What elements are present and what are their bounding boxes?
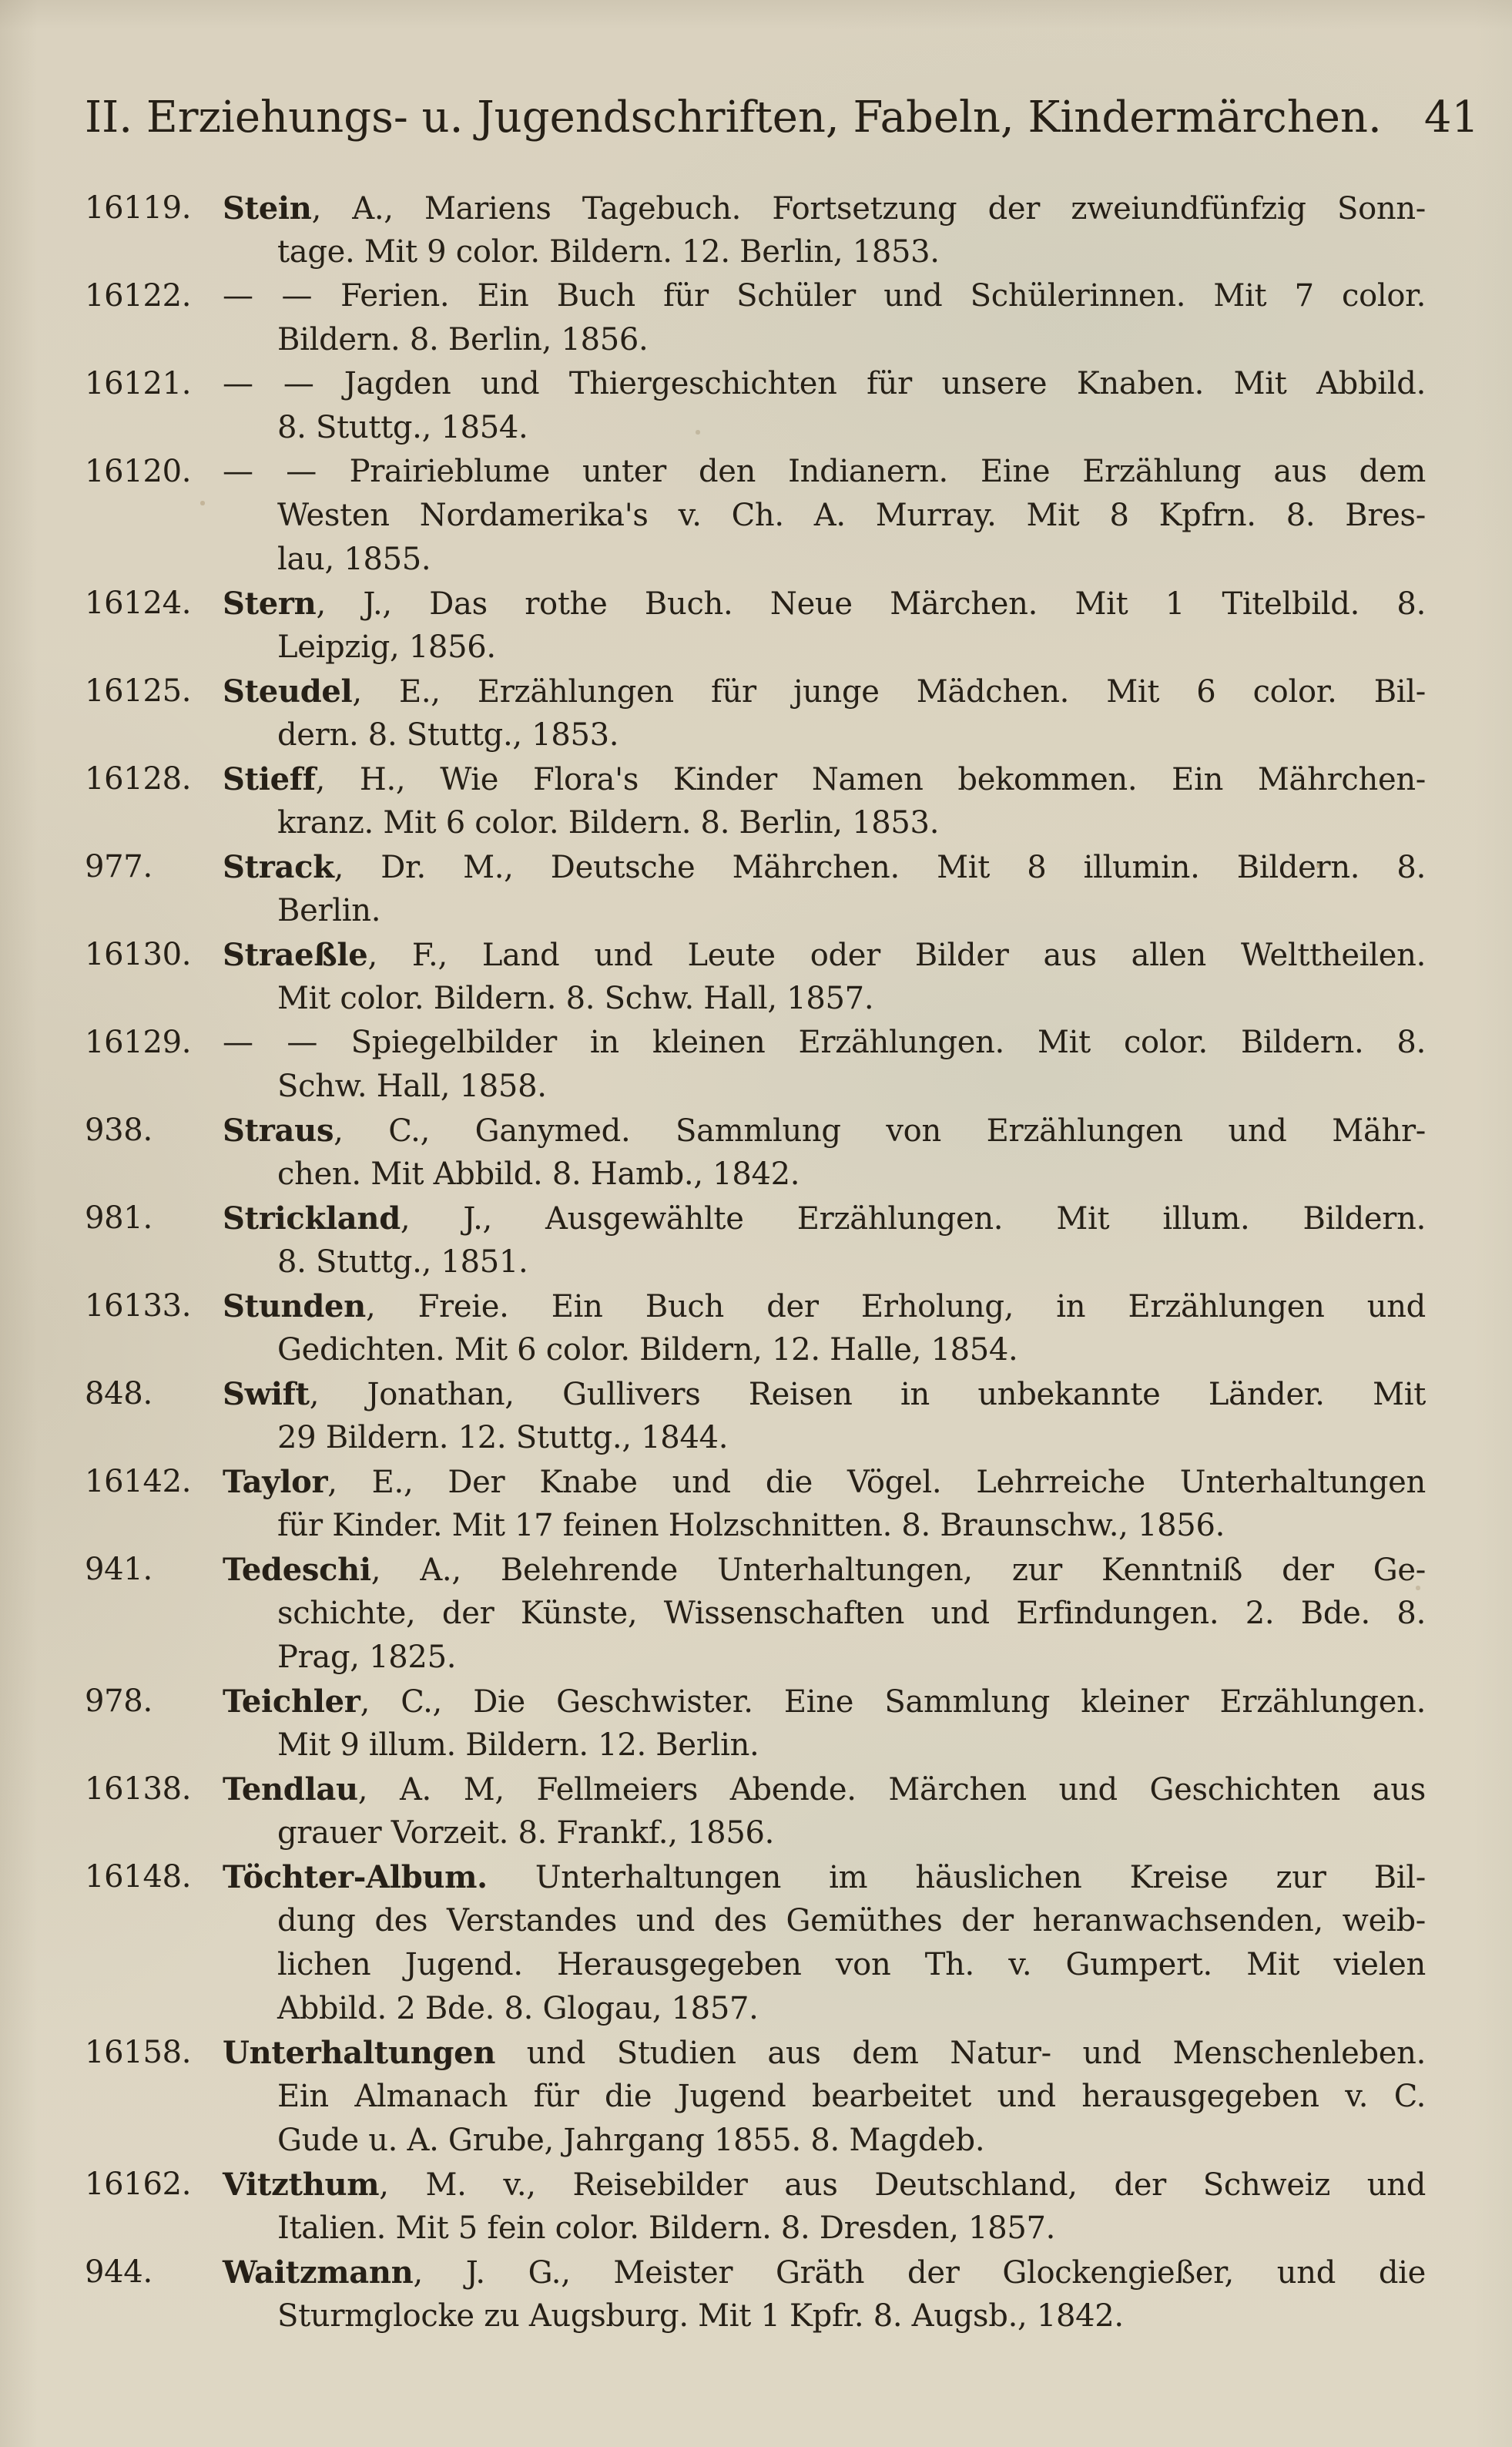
entry-line: 977. Strack, Dr. M., Deutsche Mährchen. Mit 8 illumin. Bildern. 8. [85,845,1426,889]
entry-number: 941. [85,1552,153,1587]
entry-line: 16158. Unterhaltungen und Studien aus dem Natur- und Menschenleben. [85,2031,1426,2075]
entry-line: Gude u. A. Grube, Jahrgang 1855. 8. Magdeb. [277,2123,985,2158]
entry-number: 848. [85,1376,153,1411]
paper-specks [0,0,2,2]
catalog-entry [85,1372,1426,1460]
entry-line: 16120. — — Prairieblume unter den Indianern. Eine Erzählung aus dem [85,450,1426,494]
author-name: Stunden [223,1288,366,1324]
entry-line: dung des Verstandes und des Gemüthes der heranwachsenden, weib- [277,1903,1426,1938]
catalog-entry [85,757,1426,845]
entry-line: Ein Almanach für die Jugend bearbeitet und herausgegeben v. C. [277,2079,1426,2114]
catalog-entry [85,670,1426,757]
author-name: Steudel [223,673,353,710]
entry-line: 978. Teichler, C., Die Geschwister. Eine Sammlung kleiner Erzählungen. [85,1680,1426,1724]
entry-line: 848. Swift, Jonathan, Gullivers Reisen in unbekannte Länder. Mit [85,1372,1426,1416]
catalog-entry [85,1855,1426,2031]
entry-line: 16128. Stieff, H., Wie Flora's Kinder Namen bekommen. Ein Mährchen- [85,757,1426,801]
entry-line: 16142. Taylor, E., Der Knabe und die Vögel. Lehrreiche Unterhaltungen [85,1460,1426,1504]
entry-number: 16120. [85,454,192,489]
entry-number: 944. [85,2254,153,2290]
author-name: Straeßle [223,937,368,973]
author-name: Unterhaltungen [223,2035,496,2071]
entry-line: tage. Mit 9 color. Bildern. 12. Berlin, 1853. [277,234,940,270]
catalog-entry [85,1767,1426,1855]
catalog-entry [85,450,1426,582]
entry-line: für Kinder. Mit 17 feinen Holzschnitten. 8. Braunschw., 1856. [277,1508,1225,1543]
repeat-author-dashes: — — [223,454,350,489]
entry-line: 941. Tedeschi, A., Belehrende Unterhaltungen, zur Kenntniß der Ge- [85,1548,1426,1592]
entry-line: 8. Stuttg., 1851. [277,1244,528,1280]
entry-number: 16162. [85,2167,192,2202]
entry-number: 16133. [85,1288,192,1324]
author-name: Stein [223,190,312,227]
catalog-entry [85,1284,1426,1372]
entry-number: 16130. [85,937,192,972]
catalog-entry [85,1021,1426,1109]
author-name: Swift [223,1376,310,1412]
repeat-author-dashes: — — [223,278,341,314]
catalog-entry [85,845,1426,933]
entry-line: Gedichten. Mit 6 color. Bildern, 12. Halle, 1854. [277,1332,1018,1368]
entry-number: 16142. [85,1464,192,1499]
entry-number: 981. [85,1200,153,1236]
author-name: Strack [223,849,334,885]
entry-number: 16129. [85,1025,192,1060]
entry-number: 16138. [85,1771,192,1807]
author-name: Straus [223,1113,334,1149]
entry-line: Abbild. 2 Bde. 8. Glogau, 1857. [277,1991,759,2026]
entry-line: 981. Strickland, J., Ausgewählte Erzählungen. Mit illum. Bildern. [85,1197,1426,1240]
entry-number: 977. [85,849,153,884]
page-number: 41 [1423,92,1480,143]
author-name: Vitzthum [223,2167,380,2203]
entry-line: Leipzig, 1856. [277,629,496,665]
catalog-entry [85,2251,1426,2338]
entry-line: 16138. Tendlau, A. M, Fellmeiers Abende. Märchen und Geschichten aus [85,1767,1426,1811]
author-name: Strickland [223,1200,401,1237]
entry-line: 16122. — — Ferien. Ein Buch für Schüler und Schülerinnen. Mit 7 color. [85,274,1426,318]
entry-number: 16148. [85,1859,192,1895]
author-name: Stern [223,586,317,622]
entry-line: Prag, 1825. [277,1640,457,1675]
author-name: Taylor [223,1464,328,1500]
entry-number: 16125. [85,673,192,709]
entry-line: Westen Nordamerika's v. Ch. A. Murray. Mit 8 Kpfrn. 8. Bres- [277,498,1426,533]
entry-number: 16124. [85,586,192,621]
author-name: Tedeschi [223,1552,371,1588]
catalog-entry [85,1548,1426,1680]
catalog-entry [85,933,1426,1021]
entry-number: 16121. [85,366,192,401]
entry-line: 16130. Straeßle, F., Land und Leute oder Bilder aus allen Welttheilen. [85,933,1426,977]
catalog-entry [85,2163,1426,2251]
entry-line: 16124. Stern, J., Das rothe Buch. Neue Märchen. Mit 1 Titelbild. 8. [85,582,1426,626]
entry-line: grauer Vorzeit. 8. Frankf., 1856. [277,1815,775,1851]
entry-line: dern. 8. Stuttg., 1853. [277,717,619,753]
entry-line: lichen Jugend. Herausgegeben von Th. v. Gumpert. Mit vielen [277,1947,1426,1982]
catalog-entry [85,1109,1426,1197]
entry-line: 16121. — — Jagden und Thiergeschichten für unsere Knaben. Mit Abbild. [85,362,1426,406]
catalog-entry [85,1460,1426,1548]
entry-line: kranz. Mit 6 color. Bildern. 8. Berlin, 1853. [277,805,940,841]
author-name: Stieff [223,761,316,797]
author-name: Teichler [223,1683,360,1720]
entry-line: 16162. Vitzthum, M. v., Reisebilder aus Deutschland, der Schweiz und [85,2163,1426,2207]
entry-line: Sturmglocke zu Augsburg. Mit 1 Kpfr. 8. Augsb., 1842. [277,2298,1124,2334]
entry-line: 938. Straus, C., Ganymed. Sammlung von Erzählungen und Mähr- [85,1109,1426,1153]
entry-line: 16133. Stunden, Freie. Ein Buch der Erholung, in Erzählungen und [85,1284,1426,1328]
entry-number: 16122. [85,278,192,314]
catalog-entry [85,582,1426,670]
entry-number: 16119. [85,190,192,226]
repeat-author-dashes: — — [223,1025,351,1060]
entry-number: 16158. [85,2035,192,2070]
entry-line: Mit color. Bildern. 8. Schw. Hall, 1857. [277,981,874,1016]
catalog-entry [85,186,1426,274]
repeat-author-dashes: — — [223,366,344,401]
entry-line: 944. Waitzmann, J. G., Meister Gräth der Glockengießer, und die [85,2251,1426,2294]
entry-number: 938. [85,1113,153,1148]
entry-line: Berlin. [277,893,381,928]
entry-line: 16125. Steudel, E., Erzählungen für junge Mädchen. Mit 6 color. Bil- [85,670,1426,713]
entry-line: schichte, der Künste, Wissenschaften und Erfindungen. 2. Bde. 8. [277,1596,1426,1631]
entry-line: lau, 1855. [277,542,431,577]
entry-line: Schw. Hall, 1858. [277,1069,547,1104]
entry-line: Mit 9 illum. Bildern. 12. Berlin. [277,1727,759,1763]
entry-number: 16128. [85,761,192,797]
author-name: Waitzmann [223,2254,414,2291]
entry-list [85,186,1426,2338]
catalog-entry [85,2031,1426,2163]
entry-line: 29 Bildern. 12. Stuttg., 1844. [277,1420,729,1455]
entry-line: 16119. Stein, A., Mariens Tagebuch. Fortsetzung der zweiundfünfzig Sonn- [85,186,1426,230]
author-name: Töchter-Album. [223,1859,488,1895]
page-header [85,92,1480,143]
catalog-entry [85,1680,1426,1767]
catalog-entry [85,362,1426,450]
entry-line: chen. Mit Abbild. 8. Hamb., 1842. [277,1156,800,1192]
catalog-entry [85,274,1426,362]
catalog-entry [85,1197,1426,1284]
section-title: II. Erziehungs- u. Jugendschriften, Fabeln, Kindermärchen. [85,92,1382,143]
author-name: Tendlau [223,1771,358,1808]
entry-line: 16129. — — Spiegelbilder in kleinen Erzählungen. Mit color. Bildern. 8. [85,1021,1426,1065]
entry-line: Italien. Mit 5 fein color. Bildern. 8. Dresden, 1857. [277,2210,1056,2246]
entry-number: 978. [85,1683,153,1719]
entry-line: 8. Stuttg., 1854. [277,410,528,445]
entry-line: Bildern. 8. Berlin, 1856. [277,322,649,357]
entry-line: 16148. Töchter-Album. Unterhaltungen im häuslichen Kreise zur Bil- [85,1855,1426,1899]
